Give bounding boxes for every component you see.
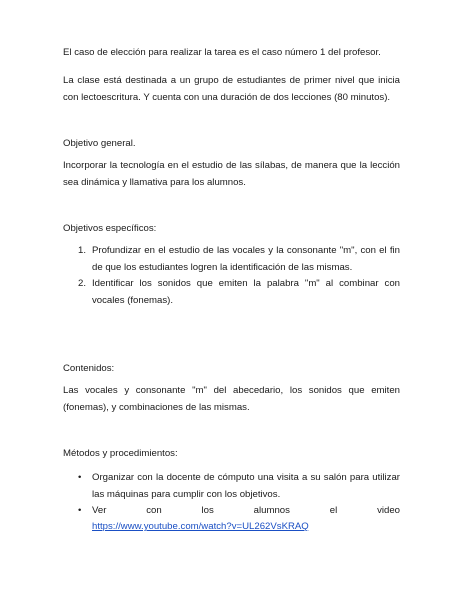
bullet-icon: • [78, 472, 82, 483]
bullet-icon: • [78, 505, 82, 516]
specific-objective-item: Profundizar en el estudio de las vocales y la consonante "m", con el fin de que los estudiantes logren la identificación de las mismas. [92, 245, 400, 273]
specific-objectives-heading: Objetivos específicos: [63, 223, 157, 234]
video-link[interactable]: https://www.youtube.com/watch?v=UL262VsKRAQ [92, 521, 309, 532]
list-number: 2. [78, 278, 87, 289]
specific-objective-item: Identificar los sonidos que emiten la palabra "m" al combinar con vocales (fonemas). [92, 278, 400, 306]
method-item: Organizar con la docente de cómputo una visita a su salón para utilizar las máquinas para cumplir con los objetivos. [92, 472, 400, 500]
method-item: Ver con los alumnos el video [92, 505, 400, 516]
list-number: 1. [78, 245, 87, 256]
class-paragraph: La clase está destinada a un grupo de estudiantes de primer nivel que inicia con lectoescritura. Y cuenta con una duración de dos lecciones (80 minutos). [63, 75, 400, 103]
contents-heading: Contenidos: [63, 363, 115, 374]
general-objective-heading: Objetivo general. [63, 138, 136, 149]
general-objective-text: Incorporar la tecnología en el estudio de las sílabas, de manera que la lección sea dinámica y llamativa para los alumnos. [63, 160, 400, 188]
methods-heading: Métodos y procedimientos: [63, 448, 178, 459]
case-paragraph: El caso de elección para realizar la tarea es el caso número 1 del profesor. [63, 47, 381, 58]
contents-text: Las vocales y consonante "m" del abecedario, los sonidos que emiten (fonemas), y combinaciones de las mismas. [63, 385, 400, 413]
